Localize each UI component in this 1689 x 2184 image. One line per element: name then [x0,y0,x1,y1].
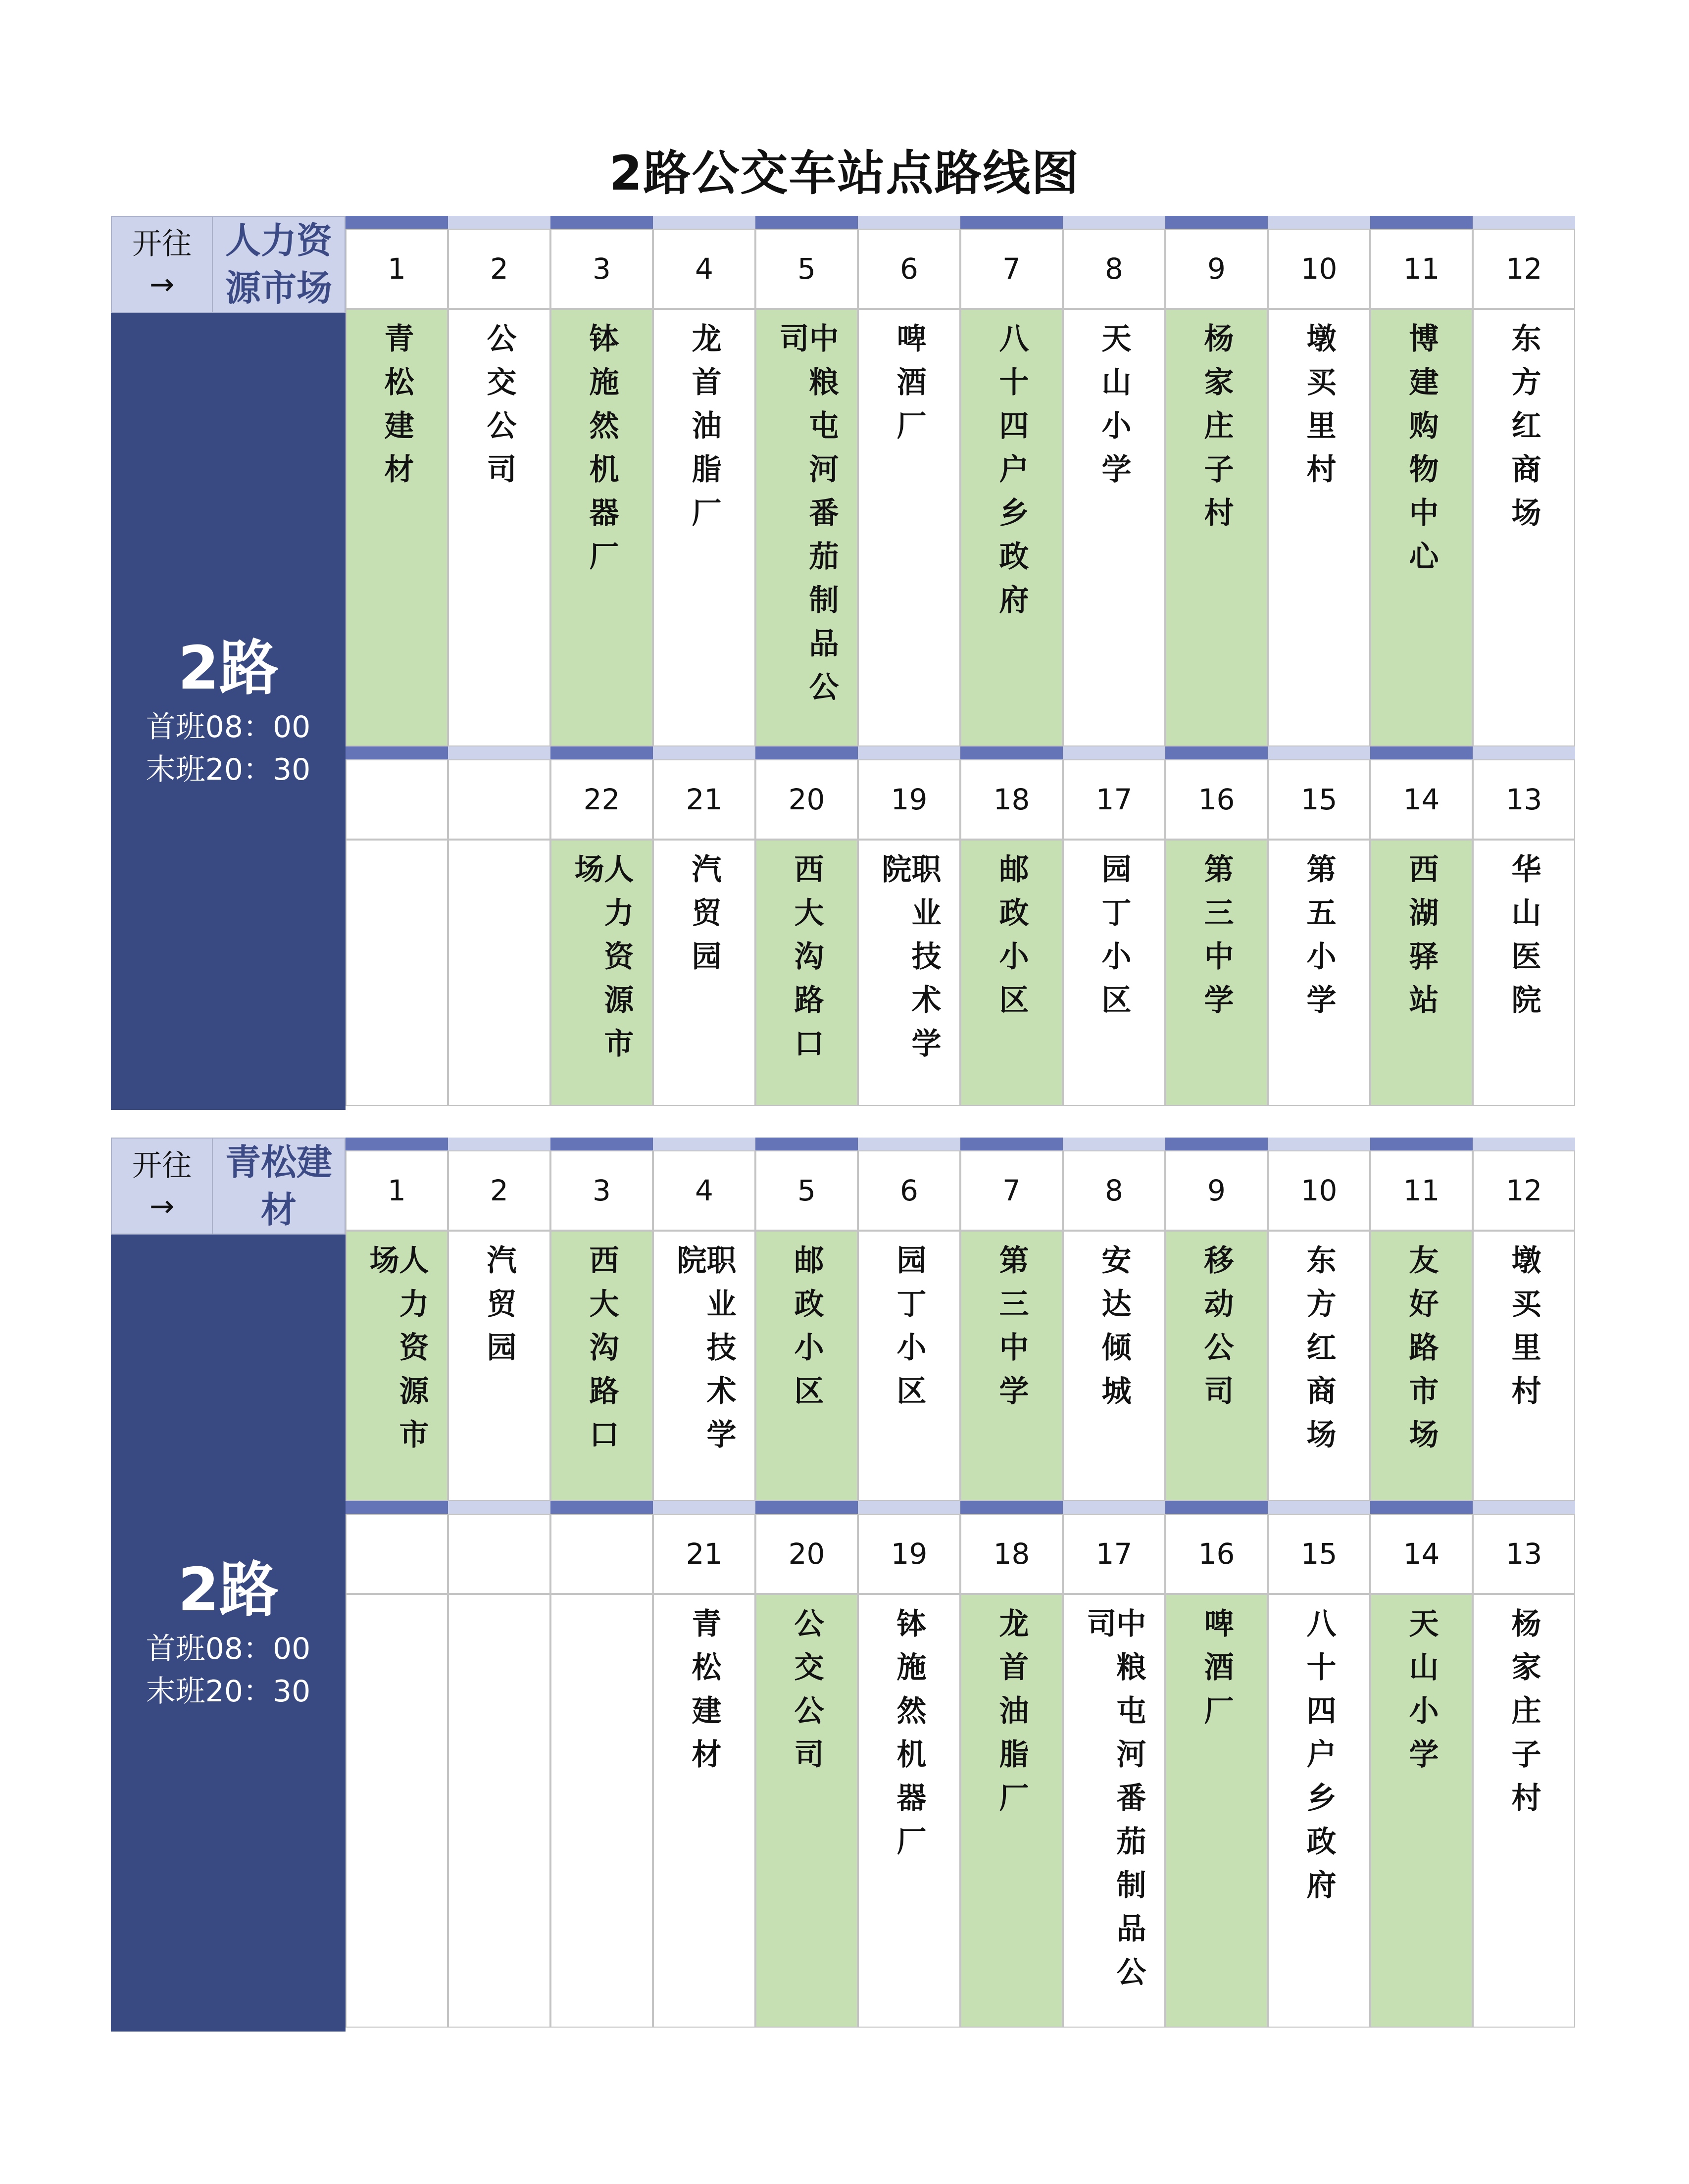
stop-name: 杨家庄子村 [1199,323,1234,541]
stop-name: 天山小学 [1404,1608,1439,1782]
route-panel [111,1235,346,2032]
stop-name-cell [960,840,1063,1106]
header-strip [448,216,550,229]
stop-number: 17 [1063,1514,1165,1594]
stop-name: 人力资源市场 [364,1244,429,1462]
stop-name-cell [550,1594,653,2028]
stop-name-cell [346,1594,448,2028]
stop-name-cell [755,1594,858,2028]
stop-number: 2 [448,229,550,309]
stop-name-cell [1473,309,1575,746]
stop-name-cell [448,1594,550,2028]
header-strip [1268,1138,1370,1150]
header-strip [1268,746,1370,759]
stop-number: 8 [1063,1150,1165,1231]
header-strip [1473,746,1575,759]
stop-number: 3 [550,229,653,309]
first-bus-time: 首班08：00 [146,1632,311,1666]
stop-number: 9 [1165,1150,1268,1231]
stop-number: 11 [1370,229,1473,309]
route-number: 2路 [178,1556,279,1625]
route-number: 2路 [178,634,279,703]
stop-number: 2 [448,1150,550,1231]
stop-name: 中粮屯河番茄制品公司 [774,323,839,715]
stop-name: 移动公司 [1199,1244,1234,1419]
stop-name-cell [960,1231,1063,1501]
stop-name-cell [1268,1231,1370,1501]
stop-number: 12 [1473,1150,1575,1231]
stop-name: 东方红商场 [1506,323,1541,541]
header-strip [1268,1501,1370,1514]
direction-word: 开往 [132,227,192,261]
last-bus-time: 末班20：30 [146,752,311,787]
stop-grid [346,216,1575,1110]
header-strip [346,1501,448,1514]
stop-name: 博建购物中心 [1404,323,1439,584]
stop-number: 7 [960,229,1063,309]
stop-name-cell [448,309,550,746]
stop-name: 西大沟路口 [584,1244,619,1462]
stop-name-cell [550,309,653,746]
stop-name-cell [448,840,550,1106]
header-strip [1165,746,1268,759]
header-strip [1370,1501,1473,1514]
header-strip [1165,1138,1268,1150]
stop-name-cell [653,1594,755,2028]
stop-name: 安达倾城 [1096,1244,1132,1419]
stop-name-cell [653,1231,755,1501]
stop-number [448,759,550,840]
header-strip [653,1501,755,1514]
header-strip [346,216,448,229]
stop-name-cell [346,1231,448,1501]
direction-word: 开往 [132,1148,192,1183]
stop-name-cell [1473,1231,1575,1501]
stop-name: 钵施然机器厂 [892,1608,927,1869]
header-strip [960,1501,1063,1514]
header-strip [550,216,653,229]
stop-name-cell [960,309,1063,746]
stop-name-cell [1370,1231,1473,1501]
stop-name-cell [1165,1594,1268,2028]
page-title: 2路公交车站点路线图 [609,146,1080,201]
stop-number: 15 [1268,759,1370,840]
stop-name-cell [858,1594,960,2028]
stop-name: 青松建材 [687,1608,722,1782]
stop-name: 龙首油脂厂 [687,323,722,541]
stop-name: 职业技术学院 [877,853,942,1071]
header-strip [1473,1501,1575,1514]
stop-name: 友好路市场 [1404,1244,1439,1462]
stop-name: 天山小学 [1096,323,1132,497]
stop-number: 20 [755,1514,858,1594]
stop-name: 龙首油脂厂 [994,1608,1029,1826]
stop-number: 20 [755,759,858,840]
header-strip [858,1138,960,1150]
direction-arrow: → [149,267,175,302]
header-strip [1370,746,1473,759]
stop-name: 八十四户乡政府 [994,323,1029,628]
stop-name-cell [448,1231,550,1501]
stop-name: 杨家庄子村 [1506,1608,1541,1826]
stop-number: 15 [1268,1514,1370,1594]
header-strip [1063,746,1165,759]
stop-name-cell [1063,309,1165,746]
direction-arrow: → [149,1189,175,1224]
header-strip [858,1501,960,1514]
header-strip [1063,1501,1165,1514]
stop-number [550,1514,653,1594]
header-strip [755,216,858,229]
stop-number: 10 [1268,1150,1370,1231]
stop-name: 啤酒厂 [1199,1608,1234,1738]
stop-name-cell [858,840,960,1106]
stop-number: 13 [1473,759,1575,840]
header-strip [1473,216,1575,229]
stop-grid [346,1138,1575,2032]
stop-name-cell [1063,840,1165,1106]
stop-number: 4 [653,229,755,309]
stop-name-cell [1165,840,1268,1106]
header-strip [653,216,755,229]
stop-name-cell [653,840,755,1106]
stop-number: 1 [346,229,448,309]
header-strip [448,1138,550,1150]
header-strip [448,1501,550,1514]
stop-name-cell [1370,309,1473,746]
last-bus-time: 末班20：30 [146,1674,311,1709]
header-strip [858,216,960,229]
header-strip [755,1501,858,1514]
stop-number: 11 [1370,1150,1473,1231]
stop-name: 第三中学 [1199,853,1234,1028]
header-strip [653,746,755,759]
stop-name-cell [1165,1231,1268,1501]
stop-name-cell [960,1594,1063,2028]
stop-number: 8 [1063,229,1165,309]
stop-number: 16 [1165,759,1268,840]
header-strip [346,1138,448,1150]
header-strip [653,1138,755,1150]
stop-name: 邮政小区 [789,1244,824,1419]
header-strip [1165,216,1268,229]
stop-name: 啤酒厂 [892,323,927,453]
header-strip [1063,1138,1165,1150]
direction-label [111,1138,213,1235]
stop-number [346,759,448,840]
header-strip [960,746,1063,759]
stop-number: 16 [1165,1514,1268,1594]
stop-number: 17 [1063,759,1165,840]
header-strip [550,746,653,759]
stop-name-cell [755,840,858,1106]
stop-name: 钵施然机器厂 [584,323,619,584]
stop-name: 邮政小区 [994,853,1029,1028]
stop-name: 中粮屯河番茄制品公司 [1082,1608,1146,2000]
stop-name-cell [1165,309,1268,746]
stop-name-cell [346,309,448,746]
stop-name: 第三中学 [994,1244,1029,1419]
header-strip [1370,216,1473,229]
stop-name-cell [1473,1594,1575,2028]
stop-name: 公交公司 [789,1608,824,1782]
stop-name-cell [755,1231,858,1501]
header-strip [960,1138,1063,1150]
destination-name: 青松建材 [213,1138,346,1235]
stop-number: 4 [653,1150,755,1231]
stop-name: 西湖驿站 [1404,853,1439,1028]
stop-number: 19 [858,1514,960,1594]
header-strip [1268,216,1370,229]
stop-name: 公交公司 [482,323,517,497]
header-strip [1473,1138,1575,1150]
stop-name-cell [755,309,858,746]
stop-number: 22 [550,759,653,840]
header-strip [755,1138,858,1150]
stop-name: 西大沟路口 [789,853,824,1071]
stop-name-cell [1268,309,1370,746]
header-strip [550,1138,653,1150]
stop-number: 19 [858,759,960,840]
header-strip [1165,1501,1268,1514]
stop-number: 9 [1165,229,1268,309]
stop-number: 14 [1370,1514,1473,1594]
stop-number: 14 [1370,759,1473,840]
stop-name: 汽贸园 [687,853,722,984]
stop-name-cell [550,840,653,1106]
stop-number: 6 [858,229,960,309]
route-block-to-renli [111,216,1575,1110]
stop-number: 18 [960,759,1063,840]
stop-name-cell [858,309,960,746]
header-strip [1063,216,1165,229]
stop-name: 园丁小区 [1096,853,1132,1028]
stop-name-cell [1370,840,1473,1106]
stop-number: 5 [755,229,858,309]
header-strip [755,746,858,759]
header-strip [550,1501,653,1514]
stop-name-cell [550,1231,653,1501]
stop-name: 东方红商场 [1301,1244,1337,1462]
stop-number: 5 [755,1150,858,1231]
stop-name-cell [1268,840,1370,1106]
stop-name-cell [1268,1594,1370,2028]
stop-name: 墩买里村 [1301,323,1337,497]
first-bus-time: 首班08：00 [146,710,311,745]
stop-name: 华山医院 [1506,853,1541,1028]
stop-number: 6 [858,1150,960,1231]
destination-name: 人力资源市场 [213,216,346,313]
stop-number: 21 [653,1514,755,1594]
header-strip [858,746,960,759]
stop-number: 18 [960,1514,1063,1594]
header-strip [448,746,550,759]
stop-name-cell [1063,1231,1165,1501]
header-strip [1370,1138,1473,1150]
stop-number: 10 [1268,229,1370,309]
stop-name-cell [1063,1594,1165,2028]
header-strip [960,216,1063,229]
stop-name: 人力资源市场 [569,853,634,1071]
stop-number [346,1514,448,1594]
route-panel [111,313,346,1110]
stop-number: 12 [1473,229,1575,309]
stop-name-cell [653,309,755,746]
stop-name: 第五小学 [1301,853,1337,1028]
stop-name: 汽贸园 [482,1244,517,1375]
stop-number [448,1514,550,1594]
stop-name-cell [858,1231,960,1501]
header-strip [346,746,448,759]
stop-number: 3 [550,1150,653,1231]
stop-name: 青松建材 [379,323,414,497]
stop-name: 园丁小区 [892,1244,927,1419]
stop-number: 7 [960,1150,1063,1231]
stop-name-cell [1473,840,1575,1106]
stop-name: 八十四户乡政府 [1301,1608,1337,1913]
stop-name-cell [1370,1594,1473,2028]
stop-name: 墩买里村 [1506,1244,1541,1419]
direction-label [111,216,213,313]
stop-number: 13 [1473,1514,1575,1594]
route-block-to-qingsong [111,1138,1575,2032]
stop-name: 职业技术学院 [672,1244,737,1462]
stop-number: 1 [346,1150,448,1231]
stop-name-cell [346,840,448,1106]
stop-number: 21 [653,759,755,840]
